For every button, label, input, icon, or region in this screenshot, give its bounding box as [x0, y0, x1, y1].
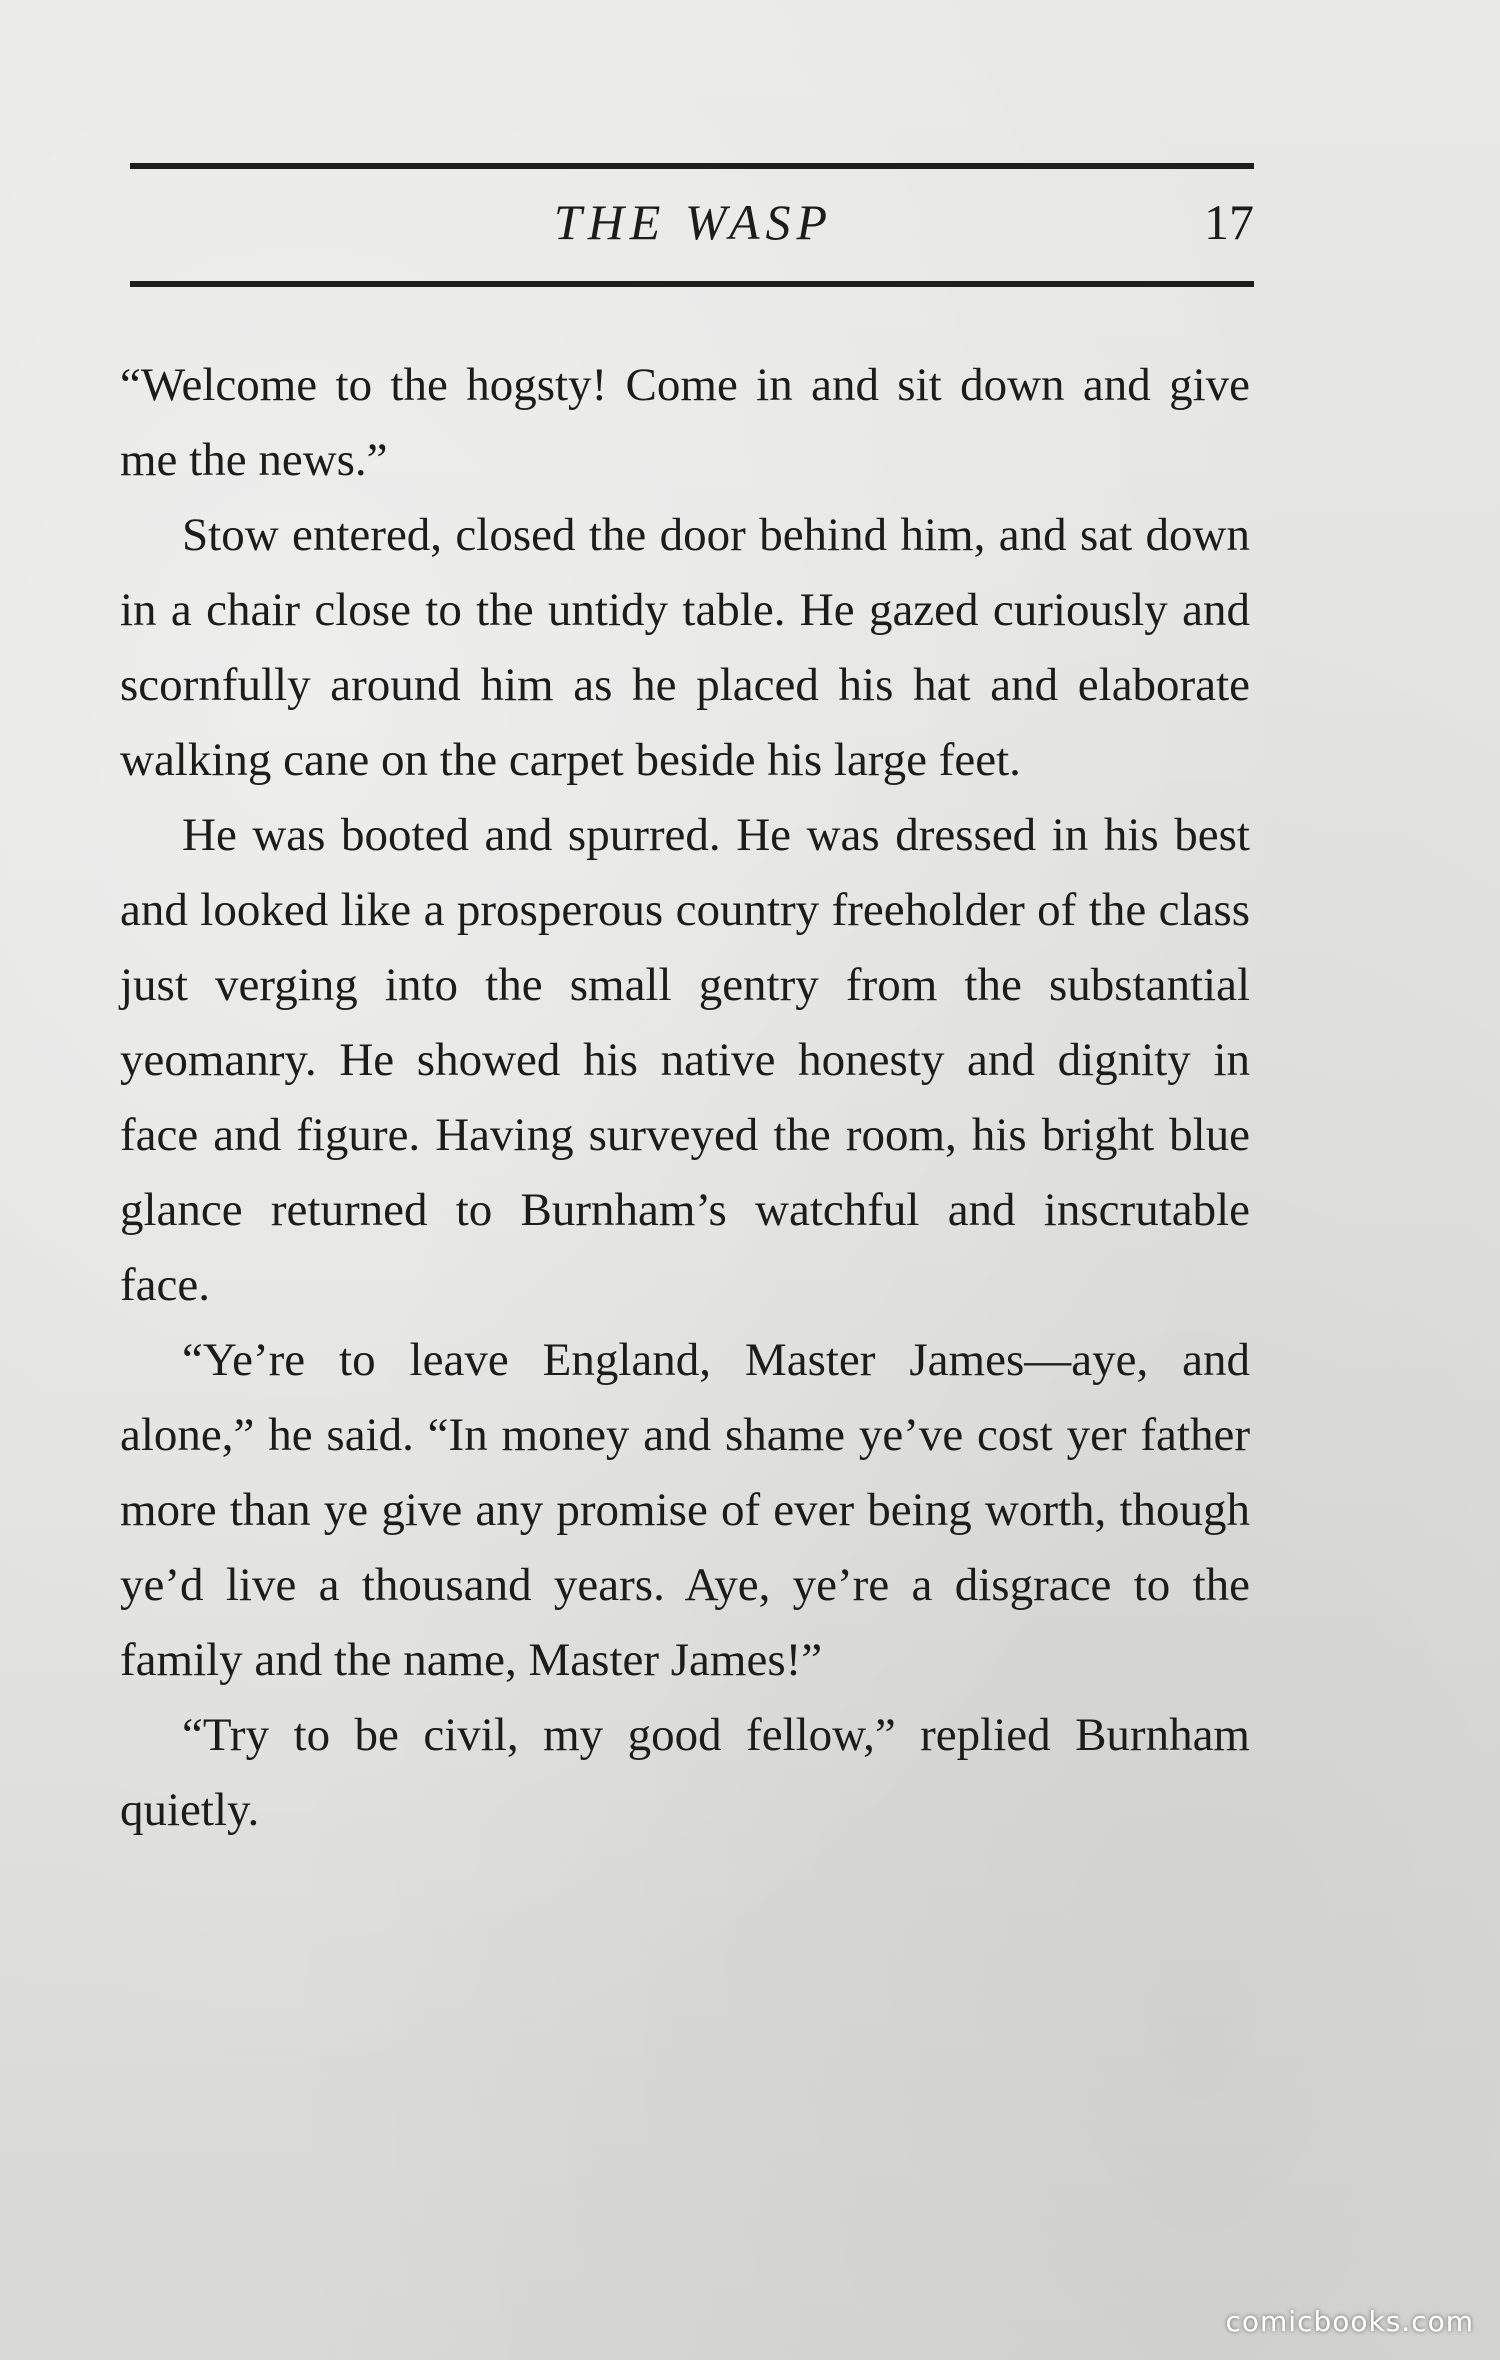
paragraph: “Ye’re to leave England, Master James—aye, and alone,” he said. “In money and shame ye’ve cost yer father more than ye give any promise of ever being worth, though ye’d live a thousand years. Aye, ye’re a disgrace to the family and the name, Master James!” — [120, 1334, 1250, 1686]
paragraph: Stow entered, closed the door behind him, and sat down in a chair close to the untidy table. He gazed curiously and scornfully around him as he placed his hat and elaborate walking cane on the carpet beside his large feet. — [120, 509, 1250, 786]
paragraph: “Welcome to the hogsty! Come in and sit down and give me the news.” — [120, 359, 1250, 486]
page-number: 17 — [1204, 194, 1254, 250]
paragraph: He was booted and spurred. He was dressed in his best and looked like a prosperous country freeholder of the class just verging into the small gentry from the substantial yeomanry. He showed his native honesty and dignity in face and figure. Having surveyed the room, his bright blue glance returned to Burnham’s watchful and inscrutable face. — [120, 809, 1250, 1311]
body-text — [120, 348, 1250, 1848]
header-rule-bottom — [130, 281, 1254, 287]
paragraph: “Try to be civil, my good fellow,” replied Burnham quietly. — [120, 1709, 1250, 1836]
running-title: THE WASP — [553, 194, 834, 250]
watermark: comicbooks.com — [1225, 2305, 1474, 2338]
header-rule-top — [130, 163, 1254, 169]
